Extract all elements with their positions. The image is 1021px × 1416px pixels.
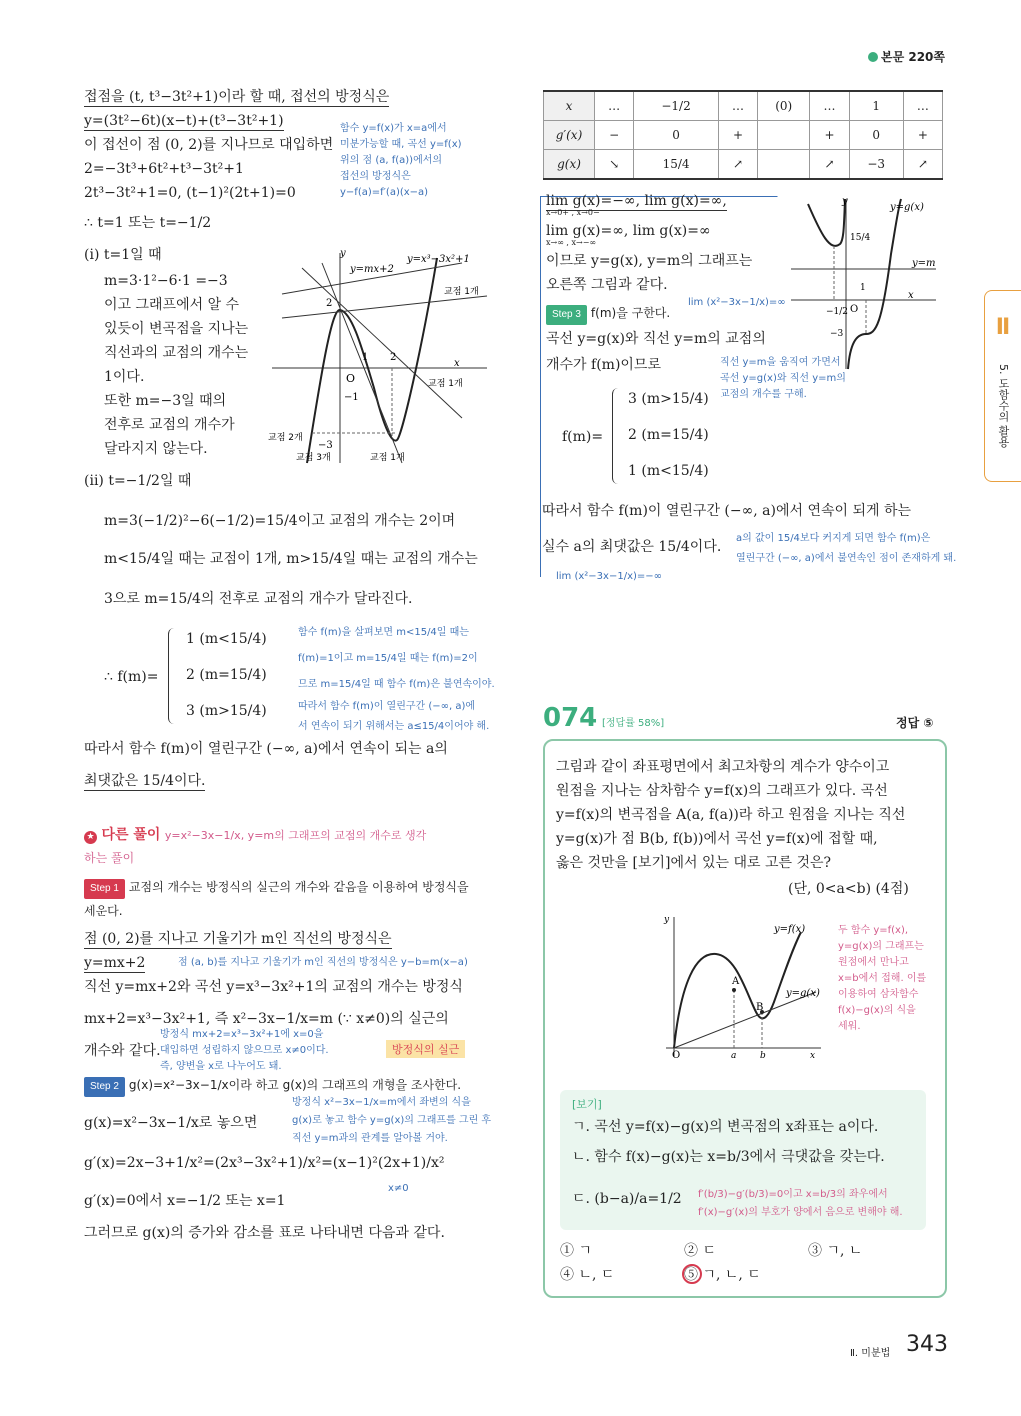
page-number: 343 (906, 1332, 948, 1357)
case1-1: m=3·1²−6·1 =−3 (104, 273, 228, 289)
s5: 개수와 같다. (84, 1043, 161, 1059)
r5: 곡선 y=g(x)와 직선 y=m의 교점의 (546, 331, 766, 347)
left-line-5: 2t³−3t²+1=0, (t−1)²(2t+1)=0 (84, 185, 296, 201)
note-tangent-5: y−f(a)=f′(a)(x−a) (340, 187, 429, 198)
bogi-2: ㄴ. 함수 f(x)−g(x)는 x=b/3에서 극댓값을 갖는다. (572, 1149, 885, 1165)
choice-5[interactable]: ⑤ ㄱ, ㄴ, ㄷ (684, 1267, 761, 1283)
tick-x2: 2 (390, 352, 397, 363)
count-label-5: 교점 1개 (370, 453, 405, 463)
choice-2[interactable]: ② ㄷ (684, 1243, 716, 1259)
bogi-note-1: f′(b/3)−g′(b/3)=0이고 x=b/3의 좌우에서 (698, 1189, 888, 1200)
tick-neg3: −3 (318, 440, 333, 451)
case1-5: 1이다. (104, 369, 145, 385)
fm-right-case-2: 2 (m=15/4) (628, 427, 709, 443)
q-line-1: 그림과 같이 좌표평면에서 최고차항의 계수가 양수이고 (556, 759, 890, 775)
g-axis-x: x (908, 290, 914, 301)
r2-sub: x→∞ , x→−∞ (546, 238, 597, 247)
s4: mx+2=x³−3x²+1, 즉 x²−3x−1/x=m (∵ x≠0)의 실근의 (84, 1011, 449, 1027)
step1: Step 1 교점의 개수는 방정식의 실근의 개수와 같음을 이용하여 방정식을 (84, 878, 469, 899)
note-fm-5: 서 연속이 되기 위해서는 a≤15/4이어야 해. (298, 721, 490, 732)
header-ref: 본문 220쪽 (868, 48, 945, 65)
case1-3: 있듯이 변곡점을 지나는 (104, 321, 249, 337)
case1-7: 전후로 교점의 개수가 (104, 417, 235, 433)
alt-desc-2: 하는 풀이 (84, 851, 135, 865)
alt-solution-title: ★ 다른 풀이 y=x²−3x−1/x, y=m의 그래프의 교점의 개수로 생각 (84, 824, 426, 844)
s2: y=mx+2 (84, 955, 146, 971)
note-tangent-3: 위의 점 (a, f(a))에서의 (340, 155, 443, 166)
bogi-3: ㄷ. (b−a)/a=1/2 (572, 1191, 682, 1207)
s6-note-2: g(x)로 놓고 함수 y=g(x)의 그래프를 그린 후 (292, 1115, 492, 1126)
table-row: x … −1/2 … (0) … 1 … (544, 91, 943, 121)
tick-15-4: 15/4 (850, 233, 871, 243)
r1: lim g(x)=−∞, lim g(x)=∞, (546, 193, 727, 209)
gnote-0: 두 함수 y=f(x), (838, 925, 909, 936)
r8-note-1: a의 값이 15/4보다 커지게 되면 함수 f(m)은 (736, 533, 931, 544)
count-label-3: 교점 2개 (268, 433, 303, 443)
count-label-1: 교점 1개 (444, 287, 479, 297)
note-fm-3: 므로 m=15/4일 때 함수 f(m)은 불연속이야. (298, 679, 495, 690)
r6-note-3: 교점의 개수를 구해. (720, 389, 807, 400)
step2: Step 2 g(x)=x²−3x−1/x이라 하고 g(x)의 그래프의 개형을 조사한다. (84, 1076, 461, 1097)
case1-8: 달라지지 않는다. (104, 441, 208, 457)
point-b: B (756, 1002, 764, 1013)
step3: Step 3 f(m)을 구한다. (546, 304, 670, 325)
choice-3[interactable]: ③ ㄱ, ㄴ (808, 1243, 863, 1259)
tick-one: 1 (860, 283, 866, 293)
case1-4: 직선과의 교점의 개수는 (104, 345, 249, 361)
note-tangent-2: 미분가능할 때, 곡선 y=f(x) (340, 139, 462, 150)
r8-note-2: 열린구간 (−∞, a)에서 불연속인 점이 존재하게 돼. (736, 553, 957, 564)
tab-roman: Ⅱ (995, 315, 1011, 340)
gnote-1: y=g(x)의 그래프는 (838, 941, 924, 952)
gnote-2: 원점에서 만나고 (838, 957, 909, 968)
note-tangent-1: 함수 y=f(x)가 x=a에서 (340, 123, 447, 134)
note-tangent-4: 접선의 방정식은 (340, 171, 411, 182)
s8: g′(x)=0에서 x=−1/2 또는 x=1 (84, 1193, 286, 1209)
s4-note-1: 방정식 mx+2=x³−3x²+1에 x=0을 (160, 1029, 324, 1040)
s9: 그러므로 g(x)의 증가와 감소를 표로 나타내면 다음과 같다. (84, 1225, 445, 1241)
s5-tag: 방정식의 실근 (386, 1040, 465, 1058)
fm-right-case-3: 1 (m<15/4) (628, 463, 709, 479)
point-a: A (732, 976, 740, 987)
tick-a: a (731, 1051, 737, 1061)
variation-table (543, 90, 943, 180)
r7: 따라서 함수 f(m)이 열린구간 (−∞, a)에서 연속이 되게 하는 (542, 503, 912, 519)
gnote-5: f(x)−g(x)의 식을 (838, 1005, 916, 1016)
axis-y-label: y (340, 248, 346, 259)
left-line-3: 이 접선이 점 (0, 2)를 지나므로 대입하면 (84, 137, 334, 153)
s2-note: 점 (a, b)를 지나고 기울기가 m인 직선의 방정식은 y−b=m(x−a) (178, 957, 468, 968)
q-line-5: 옳은 것만을 [보기]에서 있는 대로 고른 것은? (556, 855, 832, 871)
s6: g(x)=x²−3x−1/x로 놓으면 (84, 1115, 258, 1131)
q-cond: (단, 0<a<b) (4점) (788, 881, 909, 897)
gnote-3: x=b에서 접해. 이를 (838, 973, 927, 984)
gnote-4: 이용하여 삼차함수 (838, 989, 919, 1000)
g-line-label: y=g(x) (786, 988, 820, 999)
table-row: g(x) ↘ 15/4 ↗ ↗ −3 ↗ (544, 150, 943, 180)
fm-brace (168, 628, 177, 724)
g-curve-label: y=g(x) (890, 202, 924, 213)
q-line-4: y=g(x)가 점 B(b, f(b))에서 곡선 y=f(x)에 접할 때, (556, 831, 878, 847)
r3: 이므로 y=g(x), y=m의 그래프는 (546, 253, 753, 269)
tick-x1: 1 (362, 352, 369, 363)
conclusion-1: 따라서 함수 f(m)이 열린구간 (−∞, a)에서 연속이 되는 a의 (84, 741, 448, 757)
r2: lim g(x)=∞, lim g(x)=∞ (546, 223, 711, 239)
r6-note-1: 직선 y=m을 움직여 가면서 (720, 357, 841, 368)
lim-note-2: lim (x²−3x−1/x)=−∞ (556, 571, 662, 582)
answer-check-icon (682, 1264, 702, 1284)
graph-problem (656, 912, 836, 1062)
left-line-2: y=(3t²−6t)(x−t)+(t³−3t²+1) (84, 113, 284, 129)
p-origin: O (672, 1050, 681, 1061)
line-label: y=mx+2 (350, 264, 394, 275)
count-label-4: 교점 3개 (296, 453, 331, 463)
r6-note-2: 곡선 y=g(x)와 직선 y=m의 (720, 373, 846, 384)
footer-section: Ⅱ. 미분법 (850, 1348, 891, 1359)
count-label-2: 교점 1개 (428, 379, 463, 389)
case2: (ii) t=−1/2일 때 (84, 473, 192, 489)
tick-b: b (760, 1051, 766, 1061)
bogi-1: ㄱ. 곡선 y=f(x)−g(x)의 변곡점의 x좌표는 a이다. (572, 1119, 879, 1135)
s7-note: x≠0 (388, 1183, 409, 1194)
tick-2: 2 (326, 298, 333, 309)
star-icon: ★ (84, 831, 97, 844)
graph-cubic-tangents (262, 248, 494, 470)
left-line-1: 접점을 (t, t³−3t²+1)이라 할 때, 접선의 방정식은 (84, 89, 390, 105)
r6: 개수가 f(m)이므로 (546, 357, 661, 373)
s6-note-3: 직선 y=m과의 관계를 알아볼 거야. (292, 1133, 448, 1144)
q-line-2: 원점을 지나는 삼차함수 y=f(x)의 그래프가 있다. 곡선 (556, 783, 888, 799)
tick-neg1: −1 (344, 392, 359, 403)
fm-prefix: ∴ f(m)= (104, 669, 159, 685)
s3: 직선 y=mx+2와 곡선 y=x³−3x²+1의 교점의 개수는 방정식 (84, 979, 463, 995)
lim-note: lim (x²−3x−1/x)=∞ (688, 297, 786, 308)
curve-label: y=x³−3x²+1 (407, 254, 470, 265)
axis-x-label: x (454, 358, 460, 369)
fm-case-3: 3 (m>15/4) (186, 703, 267, 719)
tick-neg3-g: −3 (830, 329, 844, 339)
s6-note-1: 방정식 x²−3x−1/x=m에서 좌변의 식을 (292, 1097, 471, 1108)
r4: 오른쪽 그림과 같다. (546, 277, 668, 293)
r8: 실수 a의 최댓값은 15/4이다. (542, 539, 722, 555)
m-eq: m=3(−1/2)²−6(−1/2)=15/4이고 교점의 개수는 2이며 (104, 513, 456, 529)
p-axis-x: x (810, 1051, 816, 1061)
origin-label: O (346, 372, 356, 385)
bogi-title: [보기] (572, 1098, 602, 1111)
left-line-4: 2=−3t³+6t²+t³−3t²+1 (84, 161, 244, 177)
m-line-label: y=m (912, 258, 936, 269)
choice-1[interactable]: ① ㄱ (560, 1243, 592, 1259)
q-line-3: y=f(x)의 변곡점을 A(a, f(a))라 하고 원점을 지나는 직선 (556, 807, 906, 823)
p-axis-y: y (664, 915, 670, 925)
r1-sub: x→0+ , x→0− (546, 208, 600, 217)
s7: g′(x)=2x−3+1/x²=(2x³−3x²+1)/x²=(x−1)²(2x+1)/x² (84, 1155, 445, 1171)
table-row: g′(x) − 0 + + 0 + (544, 121, 943, 150)
gnote-6: 세워. (838, 1021, 861, 1032)
conclusion-2: 최댓값은 15/4이다. (84, 773, 206, 789)
chapter-tab[interactable] (984, 290, 1021, 482)
tab-chapter: 5. 도함수의 활용 (997, 364, 1010, 448)
fm-right-case-1: 3 (m>15/4) (628, 391, 709, 407)
note-fm-4: 따라서 함수 f(m)이 열린구간 (−∞, a)에 (298, 701, 476, 712)
ref-icon (868, 52, 878, 62)
s4-note-2: 대입하면 성립하지 않으므로 x≠0이다. (160, 1045, 329, 1056)
graph-g (786, 194, 946, 374)
step1b: 세운다. (84, 904, 123, 918)
s4-note-3: 즉, 양변을 x로 나누어도 돼. (160, 1061, 282, 1072)
g-origin: O (850, 304, 859, 315)
case1-6: 또한 m=−3일 때의 (104, 393, 227, 409)
fm-brace-right (612, 388, 621, 484)
problem-answer: 정답 ⑤ (896, 716, 934, 730)
note-fm-1: 함수 f(m)을 살펴보면 m<15/4일 때는 (298, 627, 469, 638)
left-line-6: ∴ t=1 또는 t=−1/2 (84, 215, 212, 231)
m-lt: m<15/4일 때는 교점이 1개, m>15/4일 때는 교점의 개수는 (104, 551, 478, 567)
tick-neg-half: −1/2 (826, 307, 849, 317)
fm-case-2: 2 (m=15/4) (186, 667, 267, 683)
note-fm-2: f(m)=1이고 m=15/4일 때는 f(m)=2이 (298, 653, 478, 664)
s1: 점 (0, 2)를 지나고 기울기가 m인 직선의 방정식은 (84, 931, 392, 947)
bogi-note-2: f′(x)−g′(x)의 부호가 양에서 음으로 변해야 해. (698, 1207, 903, 1218)
fm-case-1: 1 (m<15/4) (186, 631, 267, 647)
g-axis-y: y (842, 196, 848, 207)
case1-0: (i) t=1일 때 (84, 247, 162, 263)
choice-4[interactable]: ④ ㄴ, ㄷ (560, 1267, 615, 1283)
problem-rate: [정답률 58%] (602, 718, 665, 729)
problem-number: 074 (543, 703, 598, 733)
case1-2: 이고 그래프에서 알 수 (104, 297, 240, 313)
m-3: 3으로 m=15/4의 전후로 교점의 개수가 달라진다. (104, 591, 413, 607)
fm-prefix-right: f(m)= (562, 429, 604, 445)
f-curve-label: y=f(x) (774, 924, 806, 935)
